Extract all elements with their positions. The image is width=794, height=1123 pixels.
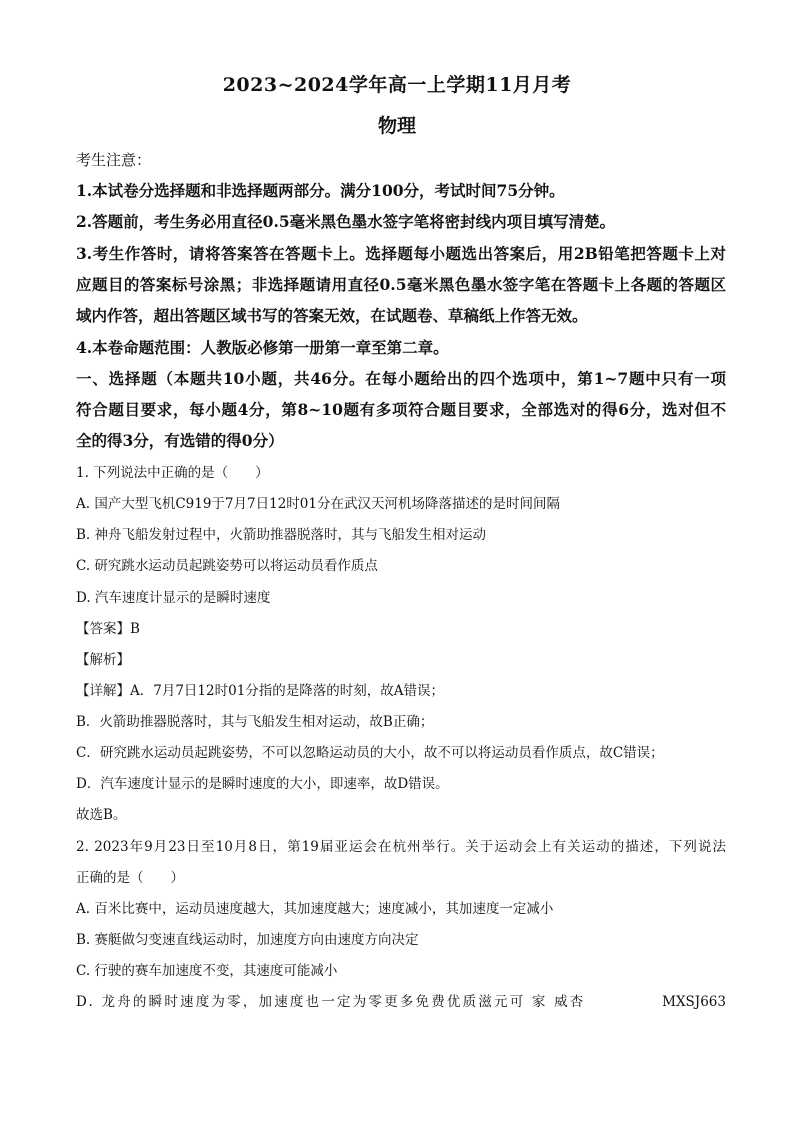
q1-conclusion: 故选B。	[76, 807, 127, 823]
notice-item-3-cont: 应题目的答案标号涂黑；非选择题请用直径0.5毫米黑色墨水签字笔在答题卡上各题的答题区	[76, 275, 726, 294]
q1-option-a: A. 国产大型飞机C919于7月7日12时01分在武汉天河机场降落描述的是时间间隔	[76, 496, 560, 512]
q1-detail-a: 【详解】A．7月7日12时01分指的是降落的时刻，故A错误；	[76, 683, 445, 699]
q1-detail-d: D．汽车速度计显示的是瞬时速度的大小，即速率，故D错误。	[76, 776, 449, 792]
q1-option-b: B. 神舟飞船发射过程中，火箭助推器脱落时，其与飞船发生相对运动	[76, 527, 487, 543]
exam-subject: 物理	[377, 115, 416, 137]
q2-option-a: A. 百米比赛中，运动员速度越大，其加速度越大；速度减小，其加速度一定减小	[76, 901, 554, 917]
section-instructions-1: 一、选择题（本题共10小题，共46分。在每小题给出的四个选项中，第1~7题中只有一项	[76, 369, 726, 388]
q1-analysis-label: 【解析】	[76, 652, 130, 668]
q1-option-c: C. 研究跳水运动员起跳姿势可以将运动员看作质点	[76, 558, 378, 574]
q1-detail-c: C．研究跳水运动员起跳姿势，不可以忽略运动员的大小，故不可以将运动员看作质点，故C错误；	[76, 745, 664, 761]
q1-option-d: D. 汽车速度计显示的是瞬时速度	[76, 590, 271, 606]
notice-item-4: 4.本卷命题范围：人教版必修第一册第一章至第二章。	[76, 338, 449, 357]
q2-option-d-row	[76, 992, 726, 1012]
section-instructions-2: 符合题目要求，每小题4分，第8~10题有多项符合题目要求，全部选对的得6分，选对但不	[76, 400, 726, 419]
notice-item-1: 1.本试卷分选择题和非选择题两部分。满分100分，考试时间75分钟。	[76, 181, 565, 200]
notice-item-3-end: 域内作答，超出答题区域书写的答案无效，在试题卷、草稿纸上作答无效。	[76, 306, 588, 325]
notice-item-2: 2.答题前，考生务必用直径0.5毫米黑色墨水签字笔将密封线内项目填写清楚。	[76, 212, 616, 231]
watermark-code: MXSJ663	[662, 994, 726, 1010]
section-instructions-3: 全的得3分，有选错的得0分）	[76, 431, 284, 450]
q1-detail-b: B．火箭助推器脱落时，其与飞船发生相对运动，故B正确；	[76, 714, 434, 730]
q2-option-c: C. 行驶的赛车加速度不变，其速度可能减小	[76, 963, 338, 979]
notice-heading: 考生注意：	[76, 151, 152, 169]
q2-option-b: B. 赛艇做匀变速直线运动时，加速度方向由速度方向决定	[76, 932, 419, 948]
q1-answer: 【答案】B	[76, 621, 140, 637]
q2-stem-1: 2. 2023年9月23日至10月8日，第19届亚运会在杭州举行。关于运动会上有关运动的描述，下列说法	[76, 839, 726, 855]
q2-stem-2: 正确的是（ ）	[76, 870, 184, 886]
notice-item-3: 3.考生作答时，请将答案答在答题卡上。选择题每小题选出答案后，用2B铅笔把答题卡上对	[76, 244, 726, 263]
q2-option-d: D. 龙舟的瞬时速度为零，加速度也一定为零更多免费优质滋元可 家 威杏	[76, 994, 586, 1010]
exam-title: 2023~2024学年高一上学期11月月考	[222, 74, 572, 96]
q1-stem: 1. 下列说法中正确的是（ ）	[76, 465, 269, 481]
